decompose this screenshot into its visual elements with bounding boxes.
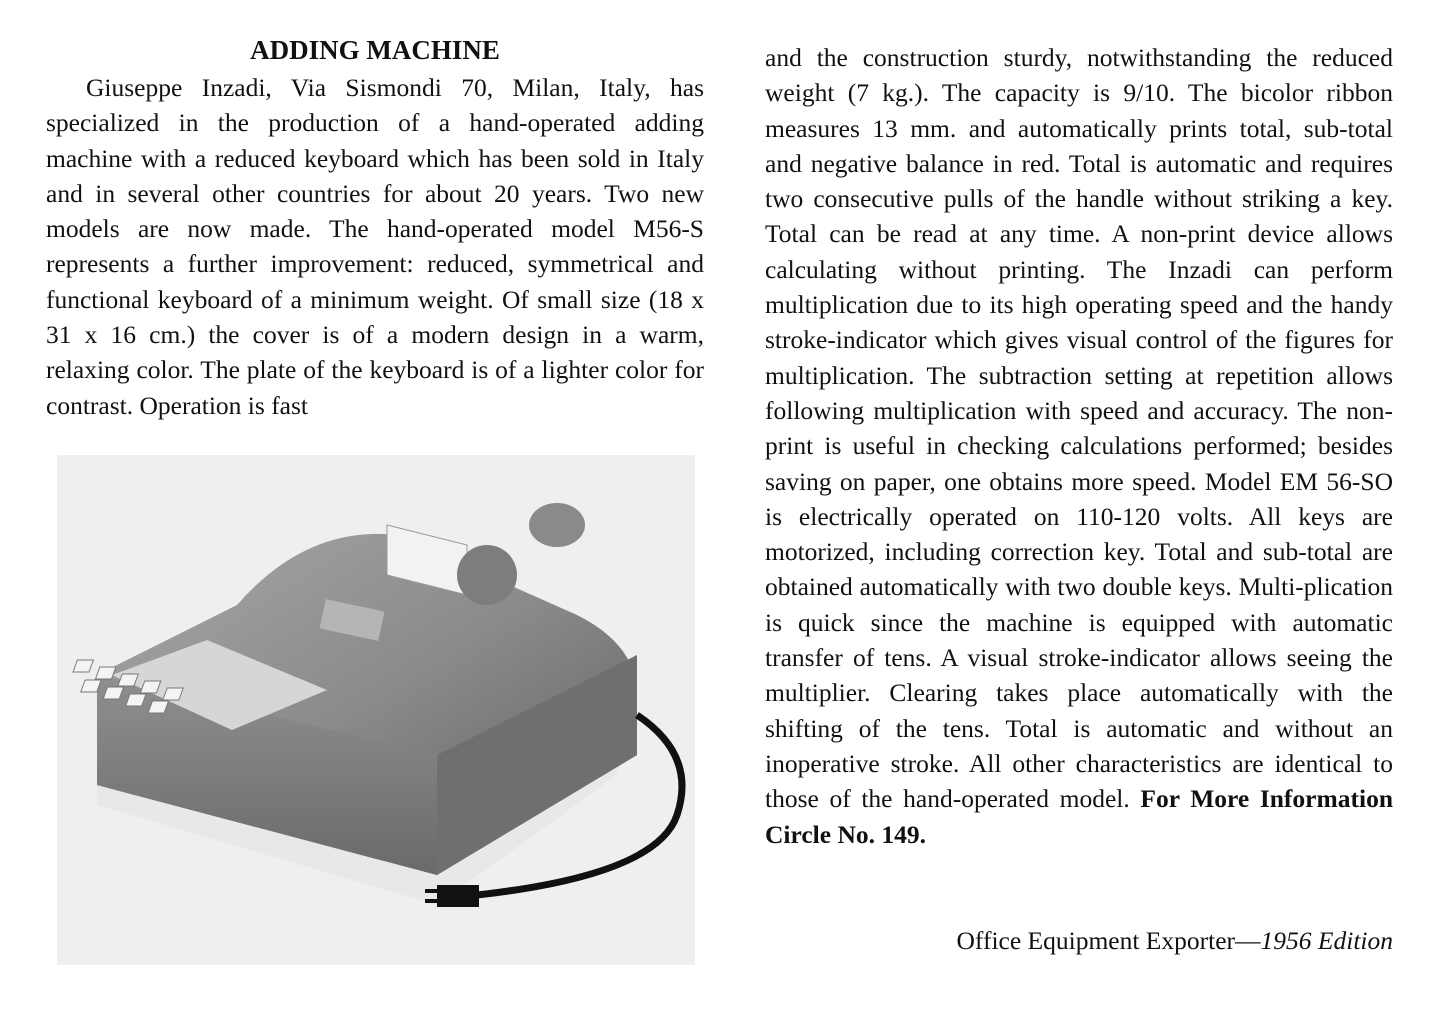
source-caption [957, 924, 1394, 958]
more-info-callout: For More Information Circle No. 149. [765, 784, 1393, 849]
article-body-right [765, 40, 1393, 852]
adding-machine-illustration [57, 455, 695, 965]
left-column [46, 34, 704, 423]
source-edition: 1956 Edition [1260, 926, 1393, 955]
adding-machine-photo [57, 455, 695, 965]
article-body-left: Giuseppe Inzadi, Via Sismondi 70, Milan, Italy, has specialized in the production of a hand-operated adding machine with a reduced keyboard which has been sold in Italy and in several other countries for about 20 years. Two new models are now made. The hand-operated model M56-S represents a further improvement: reduced, symmetrical and functional keyboard of a minimum weight. Of small size (18 x 31 x 16 cm.) the cover is of a modern design in a warm, relaxing color. The plate of the keyboard is of a lighter color for contrast. Operation is fast [46, 73, 704, 420]
right-column [765, 40, 1393, 852]
article-body-right-text: and the construction sturdy, notwithstanding the reduced weight (7 kg.). The capacity is 9/10. The bicolor ribbon measures 13 mm. and automatically prints total, sub-total and negative balance in red. Total is automatic and requires two consecutive pulls of the handle without striking a key. Total can be read at any time. A non-print device allows calculating without printing. The Inzadi can perform multiplication due to its high operating speed and the handy stroke-indicator which gives visual control of the figures for multiplication. The subtraction setting at repetition allows following multiplication with speed and accuracy. The non-print is useful in checking calculations performed; besides saving on paper, one obtains more speed. Model EM 56-SO is electrically operated on 110-120 volts. All keys are motorized, including correction key. Total and sub-total are obtained automatically with two double keys. Multi-plication is quick since the machine is equipped with automatic transfer of tens. A visual stroke-indicator allows seeing the multiplier. Clearing takes place automatically with the shifting of the tens. Total is automatic and without an inoperative stroke. All other characteristics are identical to those of the hand-operated model. [765, 43, 1393, 814]
source-publication: Office Equipment Exporter— [956, 926, 1261, 955]
article-title: ADDING MACHINE [250, 35, 500, 65]
